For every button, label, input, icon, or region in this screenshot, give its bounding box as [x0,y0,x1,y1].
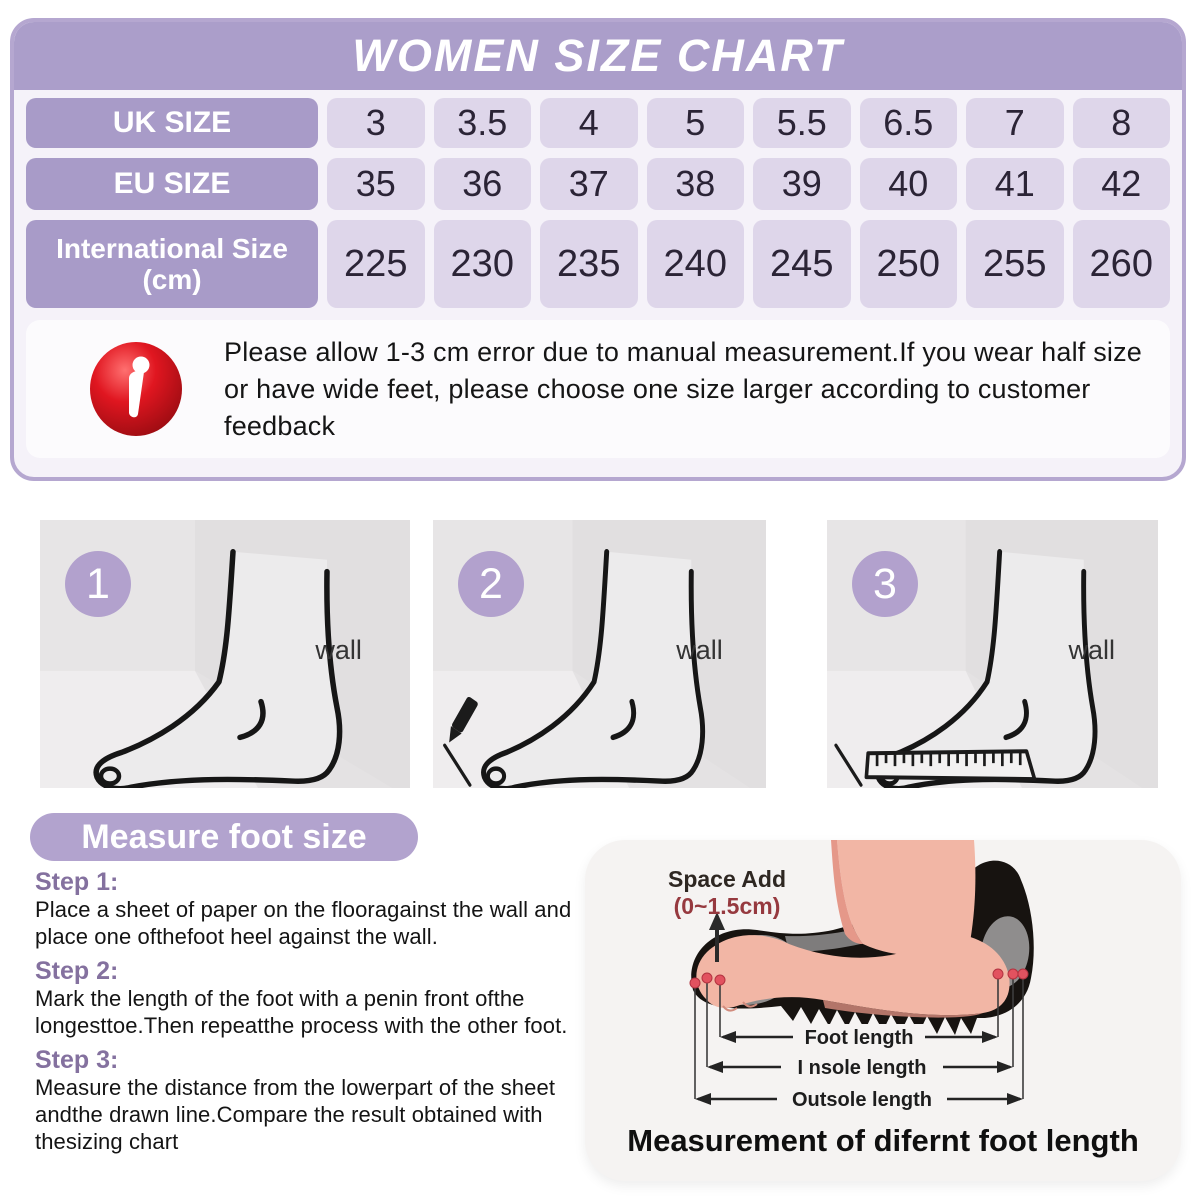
size-cell: 235 [540,220,638,308]
measurement-diagram-box [585,840,1181,1181]
size-cell: 230 [434,220,532,308]
measurement-label-foot-length: Foot length [804,1027,914,1049]
size-cell: 8 [1073,98,1171,148]
measure-panel-3 [827,520,1158,788]
measure-panel-1 [40,520,410,788]
wall-label: wall [315,635,362,666]
size-cell: 41 [966,158,1064,210]
arrow-insole-length [707,1054,1013,1079]
notice-text: Please allow 1-3 cm error due to manual measurement.If you wear half size or have wide feet, please choose one size larger according to customer feedback [224,336,1143,441]
notice [26,320,1170,458]
table-row-eu [26,158,1170,210]
size-cell: 4 [540,98,638,148]
step-1-label: Step 1: [35,868,119,896]
size-table [26,98,1170,308]
size-cell: 3 [327,98,425,148]
size-chart-title: WOMEN SIZE CHART [352,30,844,81]
table-row-international [26,220,1170,308]
size-cell: 250 [860,220,958,308]
row-label-uk: UK SIZE [26,98,318,148]
size-cell: 6.5 [860,98,958,148]
panel-number-badge: 2 [458,551,524,617]
size-cell: 5.5 [753,98,851,148]
step-2-text: Mark the length of the foot with a penin front ofthe longesttoe.Then repeatthe process with the other foot. [35,986,568,1038]
row-label-eu: EU SIZE [26,158,318,210]
space-add-range: (0~1.5cm) [673,893,781,919]
measure-steps [35,868,595,1162]
measurement-label-insole-length: I nsole length [797,1057,927,1079]
size-cell: 37 [540,158,638,210]
alert-info-icon [88,340,184,438]
size-chart-header [14,22,1182,90]
women-size-chart-box [10,18,1186,481]
size-cell: 240 [647,220,745,308]
ruler-icon [866,751,1034,779]
step-3-label: Step 3: [35,1046,119,1074]
size-cell: 35 [327,158,425,210]
size-cell: 38 [647,158,745,210]
measurement-label-outsole-length: Outsole length [792,1089,932,1111]
size-cell: 245 [753,220,851,308]
measure-foot-size-heading: Measure foot size [30,813,418,861]
step-3-text: Measure the distance from the lowerpart of the sheet andthe drawn line.Compare the result obtained with thesizing chart [35,1075,556,1154]
size-cell: 225 [327,220,425,308]
size-cell: 40 [860,158,958,210]
panel-number-badge: 1 [65,551,131,617]
size-cell: 39 [753,158,851,210]
panel-number-badge: 3 [852,551,918,617]
diagram-caption: Measurement of difernt foot length [627,1123,1139,1158]
size-cell: 7 [966,98,1064,148]
size-cell: 255 [966,220,1064,308]
arrow-outsole-length [695,1086,1023,1111]
size-cell: 5 [647,98,745,148]
step-2-label: Step 2: [35,957,119,985]
size-cell: 260 [1073,220,1171,308]
size-cell: 36 [434,158,532,210]
size-cell: 3.5 [434,98,532,148]
measure-panel-2 [433,520,766,788]
space-add-label: Space Add [667,866,786,892]
wall-label: wall [1068,635,1115,666]
wall-label: wall [676,635,723,666]
row-label-international: International Size (cm) [26,220,318,308]
size-cell: 42 [1073,158,1171,210]
table-row-uk [26,98,1170,148]
step-1-text: Place a sheet of paper on the flooragainst the wall and place one ofthefoot heel against the wall. [35,897,572,949]
